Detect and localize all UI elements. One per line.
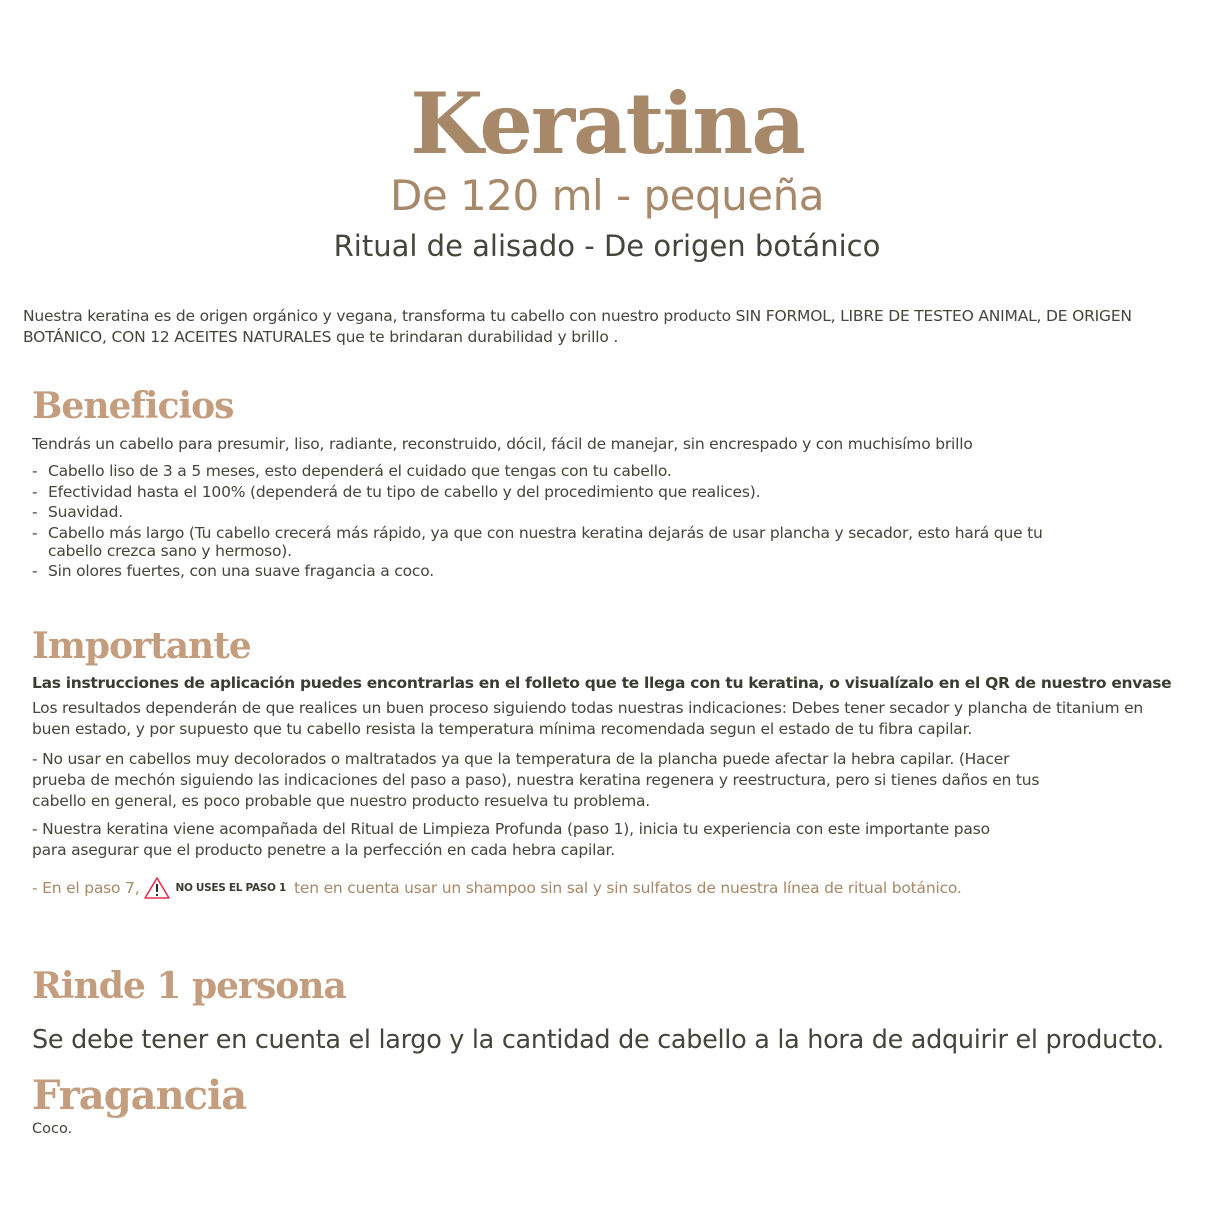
importante-paragraph: - Nuestra keratina viene acompañada del Ritual de Limpieza Profunda (paso 1), inicia tu experiencia con este importante paso para asegurar que el producto penetre a la perfección en cada hebra capilar. <box>32 820 990 859</box>
beneficios-lead: Tendrás un cabello para presumir, liso, radiante, reconstruido, dócil, fácil de manejar, sin encrespado y con muchisímo brillo <box>32 435 973 453</box>
list-item: - Cabello liso de 3 a 5 meses, esto dependerá el cuidado que tengas con tu cabello. <box>32 462 1132 480</box>
importante-paragraph: - No usar en cabellos muy decolorados o maltratados ya que la temperatura de la plancha puede afectar la hebra capilar. (Hacer prueba de mechón siguiendo las indicaciones del paso a paso), nuestra keratina regenera y reestructura, pero si tienes daños en tus cabello en general, es poco probable que nuestro producto resuelva tu problema. <box>32 750 1040 810</box>
intro-paragraph: Nuestra keratina es de origen orgánico y vegana, transforma tu cabello con nuestro producto SIN FORMOL, LIBRE DE TESTEO ANIMAL, DE ORIGEN BOTÁNICO, CON 12 ACEITES NATURALES que te brindaran durabilidad y brillo . <box>23 307 1132 346</box>
instructions-note: Las instrucciones de aplicación puedes encontrarlas en el folleto que te llega con tu keratina, o visualízalo en el QR de nuestro envase <box>32 674 1172 692</box>
product-size-subtitle: De 120 ml - pequeña <box>390 171 824 220</box>
list-item: - Efectividad hasta el 100% (dependerá de tu tipo de cabello y del procedimiento que realices). <box>32 483 1132 501</box>
beneficios-list <box>32 462 1132 583</box>
importante-paragraph: Los resultados dependerán de que realices un buen proceso siguiendo todas nuestras indicaciones: Debes tener secador y plancha de titanium en buen estado, y por supuesto que tu cabello resista la temperatura mínima recomendada segun el estado de tu fibra capilar. <box>32 699 1144 738</box>
warning-triangle-icon <box>143 876 171 900</box>
beneficios-heading: Beneficios <box>32 385 234 427</box>
no-uses-paso-badge: NO USES EL PASO 1 <box>175 882 287 894</box>
list-item: - Suavidad. <box>32 503 1132 521</box>
warning-suffix: ten en cuenta usar un shampoo sin sal y sin sulfatos de nuestra línea de ritual botánico. <box>294 879 962 897</box>
product-tagline: Ritual de alisado - De origen botánico <box>333 229 881 263</box>
rinde-text: Se debe tener en cuenta el largo y la cantidad de cabello a la hora de adquirir el producto. <box>32 1025 1165 1055</box>
rinde-heading: Rinde 1 persona <box>32 965 346 1007</box>
importante-heading: Importante <box>32 625 251 667</box>
product-title: Keratina <box>410 74 804 173</box>
warning-prefix: - En el paso 7, <box>32 879 140 897</box>
fragancia-heading: Fragancia <box>32 1072 247 1119</box>
fragancia-value: Coco. <box>32 1121 73 1137</box>
list-item: - Sin olores fuertes, con una suave fragancia a coco. <box>32 562 1132 580</box>
list-item: - Cabello más largo (Tu cabello crecerá más rápido, ya que con nuestra keratina dejarás de usar plancha y secador, esto hará que tu cabello crezca sano y hermoso). <box>32 524 1058 560</box>
paso-7-warning <box>32 876 962 900</box>
